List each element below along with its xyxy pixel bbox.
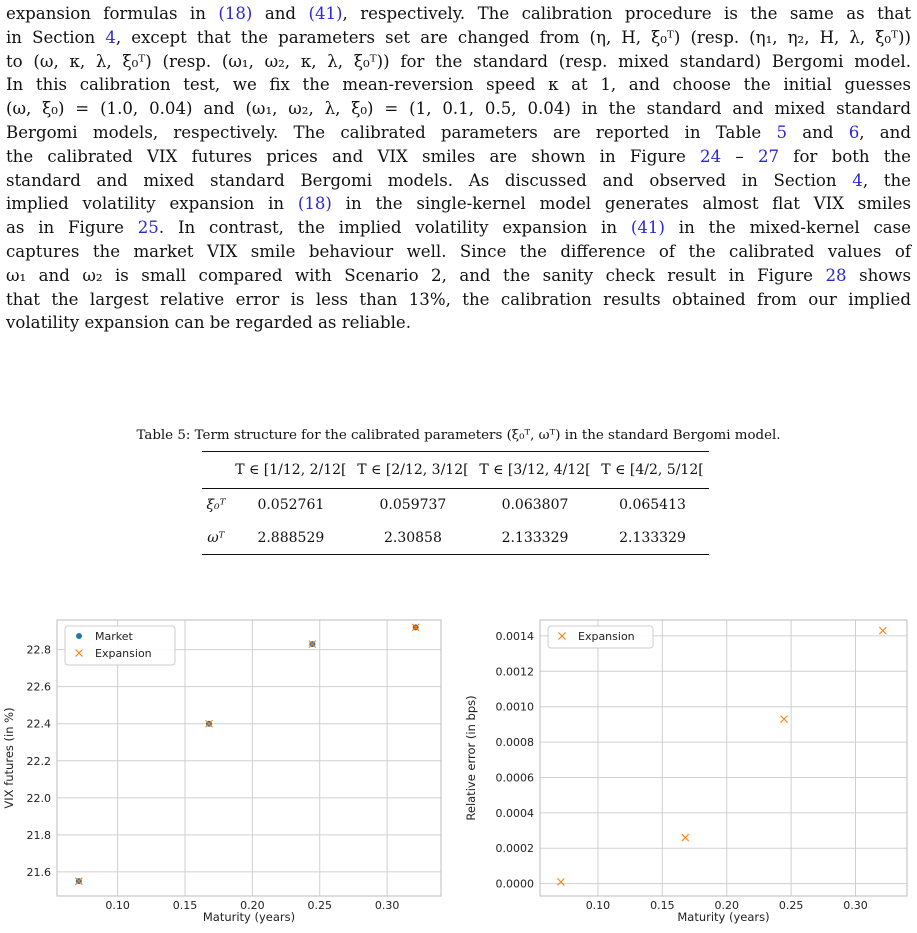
y-axis-label: VIX futures (in %) — [2, 707, 16, 809]
vix-futures-chart — [0, 607, 450, 933]
x-tick-label: 0.25 — [307, 899, 332, 912]
relative-error-chart — [459, 607, 915, 933]
table-row — [202, 522, 709, 555]
parameters-table — [202, 451, 709, 555]
table-cell: 2.30858 — [383, 529, 442, 546]
paragraph-line: expansion formulas in (18) and (41), respectively. The calibration procedure is the same as that — [6, 4, 911, 23]
y-tick-label: 22.0 — [26, 791, 51, 805]
y-tick-label: 0.0006 — [495, 771, 534, 785]
paragraph-line: volatility expansion can be regarded as reliable. — [6, 313, 411, 333]
row-label: ξ₀ᵀ — [206, 497, 226, 514]
legend-label: Expansion — [578, 630, 635, 643]
paragraph-line: In this calibration test, we fix the mean-reversion speed κ at 1, and choose the initial guesses — [6, 75, 911, 95]
cross-reference-link[interactable]: 27 — [757, 146, 780, 166]
paragraph-line: standard and mixed standard Bergomi models. As discussed and observed in Section 4, the — [6, 170, 911, 190]
x-tick-label: 0.30 — [843, 899, 868, 912]
x-axis-label: Maturity (years) — [202, 910, 296, 924]
cross-reference-link[interactable]: 6 — [848, 122, 860, 142]
paragraph-line: (ω, ξ₀) = (1.0, 0.04) and (ω₁, ω₂, λ, ξ₀) = (1, 0.1, 0.5, 0.04) in the standard and mixed standard — [6, 99, 911, 119]
legend-marker-market — [76, 633, 82, 639]
x-axis-label: Maturity (years) — [677, 910, 770, 924]
cross-reference-link[interactable]: (41) — [308, 4, 343, 23]
table-header-cell — [202, 452, 230, 489]
y-tick-label: 21.6 — [26, 865, 51, 879]
y-tick-label: 22.6 — [26, 680, 51, 694]
y-axis-label: Relative error (in bps) — [464, 695, 478, 821]
paragraph-line: the calibrated VIX futures prices and VIX smiles are shown in Figure 24 – 27 for both the — [6, 146, 911, 166]
table-cell: 0.065413 — [619, 497, 686, 514]
x-tick-label: 0.10 — [585, 899, 611, 912]
y-tick-label: 0.0010 — [495, 700, 534, 714]
x-tick-label: 0.25 — [778, 899, 804, 912]
table-header-cell: T ∈ [4/2, 5/12[ — [601, 462, 704, 478]
y-tick-label: 22.2 — [26, 754, 51, 768]
legend-label: Market — [95, 630, 133, 643]
cross-reference-link[interactable]: (18) — [297, 194, 332, 214]
x-tick-label: 0.30 — [374, 899, 400, 912]
y-tick-label: 0.0002 — [495, 842, 534, 856]
x-tick-label: 0.20 — [714, 899, 739, 912]
table-cell: 2.888529 — [257, 529, 325, 546]
paragraph-line: Bergomi models, respectively. The calibrated parameters are reported in Table 5 and 6, and — [6, 122, 911, 142]
table-header-cell: T ∈ [1/12, 2/12[ — [235, 462, 347, 478]
paragraph-line: ω₁ and ω₂ is small compared with Scenario 2, and the sanity check result in Figure 28 shows — [6, 265, 911, 285]
y-tick-label: 22.4 — [26, 717, 51, 731]
cross-reference-link[interactable]: 28 — [825, 265, 847, 285]
y-tick-label: 0.0012 — [495, 665, 534, 679]
table-cell: 0.059737 — [379, 497, 447, 514]
table-cell: 0.063807 — [501, 497, 569, 514]
cross-reference-link[interactable]: 24 — [700, 146, 722, 166]
table-caption: Table 5: Term structure for the calibrated parameters (ξ₀ᵀ, ωᵀ) in the standard Bergomi model. — [136, 428, 781, 443]
cross-reference-link[interactable]: 4 — [852, 170, 863, 190]
y-tick-label: 0.0014 — [495, 629, 534, 643]
paragraph-line: implied volatility expansion in (18) in the single-kernel model generates almost flat VIX smiles — [6, 194, 911, 214]
table-row — [202, 489, 709, 522]
table-header-cell: T ∈ [2/12, 3/12[ — [357, 462, 469, 478]
y-tick-label: 0.0008 — [495, 736, 534, 750]
table-cell: 2.133329 — [619, 529, 686, 546]
paragraph-line: in Section 4, except that the parameters set are changed from (η, H, ξ₀ᵀ) (resp. (η₁, η₂, H, λ, ξ₀ᵀ)) — [6, 27, 911, 47]
table-header-row — [202, 452, 709, 489]
paragraph-line: captures the market VIX smile behaviour well. Since the difference of the calibrated values of — [6, 241, 911, 261]
y-tick-label: 0.0004 — [495, 806, 534, 820]
x-tick-label: 0.15 — [650, 899, 675, 912]
x-tick-label: 0.15 — [172, 899, 198, 912]
paragraph-line: as in Figure 25. In contrast, the implied volatility expansion in (41) in the mixed-kernel case — [6, 218, 911, 238]
cross-reference-link[interactable]: (41) — [630, 218, 665, 238]
y-tick-label: 0.0000 — [495, 877, 534, 891]
x-tick-label: 0.20 — [240, 899, 265, 912]
body-paragraph — [6, 2, 911, 335]
y-tick-label: 21.8 — [26, 828, 51, 842]
y-tick-label: 22.8 — [26, 643, 51, 657]
table-header-cell: T ∈ [3/12, 4/12[ — [479, 462, 591, 478]
x-tick-label: 0.10 — [105, 899, 130, 912]
plot-area — [540, 620, 907, 896]
cross-reference-link[interactable]: 4 — [105, 27, 116, 47]
row-label: ωᵀ — [207, 529, 225, 546]
cross-reference-link[interactable]: 25 — [137, 218, 159, 238]
paragraph-line: that the largest relative error is less than 13%, the calibration results obtained from our implied — [6, 289, 911, 309]
table-cell: 0.052761 — [257, 497, 325, 514]
cross-reference-link[interactable]: 5 — [776, 122, 787, 142]
cross-reference-link[interactable]: (18) — [218, 4, 253, 23]
paragraph-line: to (ω, κ, λ, ξ₀ᵀ) (resp. (ω₁, ω₂, κ, λ, ξ₀ᵀ)) for the standard (resp. mixed standard) Bergomi model. — [6, 51, 911, 71]
legend-label: Expansion — [95, 647, 152, 660]
table-cell: 2.133329 — [501, 529, 569, 546]
